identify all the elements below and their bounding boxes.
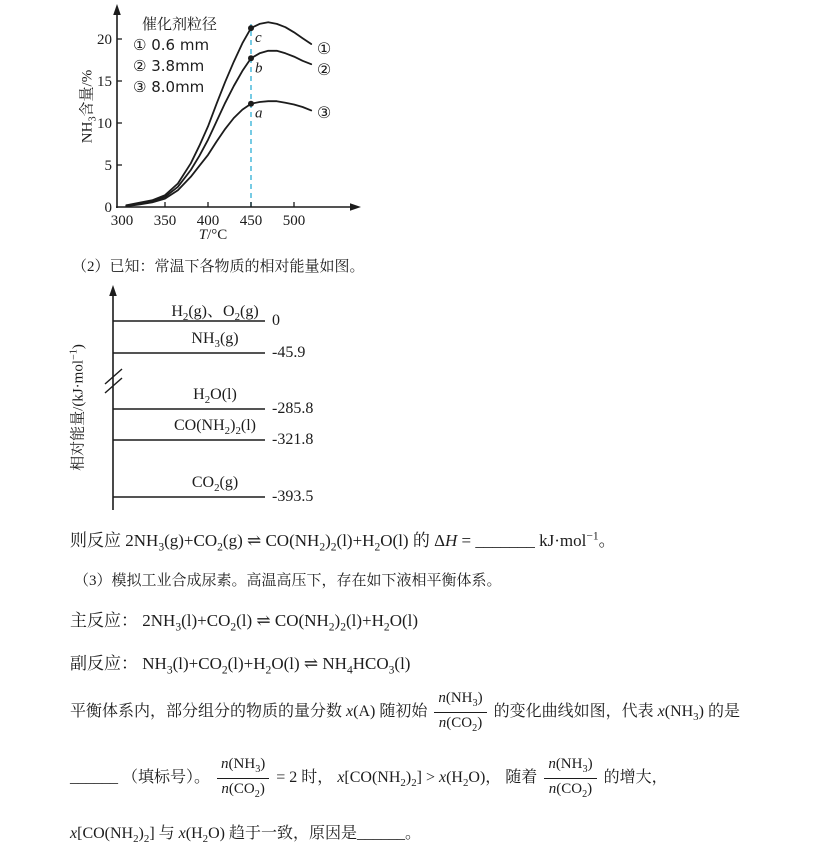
curve-1-end-label: ①: [316, 41, 332, 58]
point-b-marker: [248, 55, 254, 61]
ammonia-content-chart-svg: [68, 0, 368, 250]
level-value-urea: -321.8: [272, 431, 314, 448]
energy-y-axis-label: 相对能量/(kJ·mol$^{-1}$): [68, 344, 87, 471]
main-reaction-line: 主反应： $2NH_3(l)+CO_2(l)$ ⇌ $CO(NH_2)_2(l)+H_2O(l)$: [70, 611, 419, 634]
y-tick-label: 20: [97, 32, 112, 48]
y-axis-arrow-icon: [113, 4, 121, 15]
side-reaction-line: 副反应： $NH_3(l)+CO_2(l)+H_2O(l)$ ⇌ $NH_4HCO_3(l)$: [70, 654, 411, 677]
level-value-nh3: -45.9: [272, 344, 306, 361]
y-tick-label: 10: [97, 116, 112, 132]
ammonia-content-chart: [68, 0, 368, 250]
legend-item-2: ② 3.8mm: [133, 57, 205, 75]
energy-y-axis-arrow-icon: [109, 285, 117, 296]
x-tick-label: 300: [110, 213, 134, 229]
chart1-y-axis-label: $NH_3$含量/%: [79, 69, 99, 144]
level-label-co2: $CO_2(g)$: [191, 474, 239, 495]
y-tick-label: 15: [97, 74, 112, 90]
reason-paragraph: $x[CO(NH_2)_2]$ 与 $x(H_2O)$ 趋于一致，原因是______。: [70, 825, 421, 846]
legend-item-3: ③ 8.0mm: [133, 78, 205, 96]
point-b-label: b: [255, 60, 263, 77]
x-tick-label: 400: [196, 213, 220, 229]
level-label-nh3: $NH_3(g)$: [191, 330, 239, 351]
legend-item-1: ① 0.6 mm: [133, 36, 210, 54]
curve-2-end-label: ②: [316, 62, 332, 79]
level-label-h2-o2: $H_2(g)$、$O_2(g)$: [171, 303, 259, 324]
level-value-co2: -393.5: [272, 488, 314, 505]
level-label-h2o: $H_2O(l)$: [193, 386, 237, 407]
level-value-h2-o2: 0: [272, 312, 280, 329]
x-tick-label: 500: [282, 213, 306, 229]
point-a-label: a: [255, 105, 263, 122]
point-a-marker: [248, 101, 254, 107]
level-value-h2o: -285.8: [272, 400, 314, 417]
part3-intro-line: （3）模拟工业合成尿素。高温高压下，存在如下液相平衡体系。: [74, 573, 502, 589]
y-tick-label: 5: [104, 158, 112, 174]
x-axis-arrow-icon: [350, 203, 361, 211]
mole-fraction-paragraph: 平衡体系内，部分组分的物质的量分数 x(A) 随初始 $\frac{n(NH_3)}{n(CO_2)}$ 的变化曲线如图，代表 $x(NH_3)$ 的是: [70, 690, 740, 734]
curve-3-end-label: ③: [316, 105, 332, 122]
chart1-x-axis-label: T/°C: [198, 227, 228, 243]
point-c-marker: [248, 25, 254, 31]
x-tick-label: 450: [239, 213, 263, 229]
delta-h-equation-line: 则反应 $2NH_3(g)+CO_2(g)$ ⇌ $CO(NH_2)_2(l)+H_2O(l)$ 的 ΔH = _______ kJ·mol$^{-1}$。: [70, 529, 616, 554]
part2-caption: （2）已知：常温下各物质的相对能量如图。: [72, 259, 365, 275]
level-label-urea: $CO(NH_2)_2(l)$: [174, 417, 256, 438]
point-c-label: c: [255, 30, 262, 47]
y-tick-label: 0: [104, 200, 112, 216]
fill-blank-paragraph: ______ （填标号）。 $\frac{n(NH_3)}{n(CO_2)}$ = 2 时， $x[CO(NH_2)_2] > x(H_2O)$， 随着 $\frac{n(NH_3)}{n(CO_2)}$ 的增大，: [70, 756, 668, 800]
x-tick-label: 350: [153, 213, 177, 229]
legend-title: 催化剂粒径: [142, 17, 218, 33]
